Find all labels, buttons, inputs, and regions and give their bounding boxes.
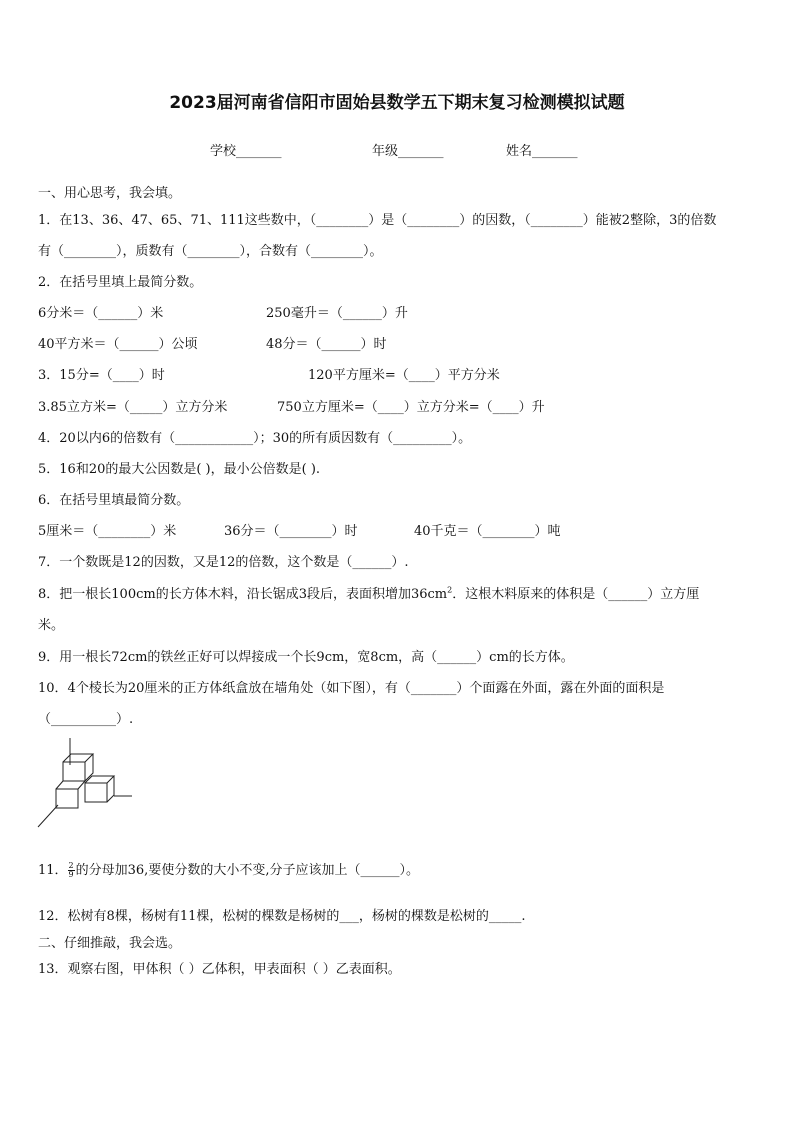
question-9: 9．用一根长72cm的铁丝正好可以焊接成一个长9cm，宽8cm，高（______）cm的长方体。 <box>38 650 574 665</box>
fraction-denominator: 9 <box>68 870 74 879</box>
question-11-prefix: 11． <box>38 863 68 878</box>
question-1-line-2: 有（________），质数有（________），合数有（________）。 <box>38 244 383 259</box>
question-7: 7．一个数既是12的因数，又是12的倍数，这个数是（______）. <box>38 555 409 570</box>
question-10-line-2: （__________）. <box>38 712 134 727</box>
name-field: 姓名_______ <box>506 144 578 159</box>
question-3-c: 3.85立方米=（_____）立方分米 <box>38 400 228 415</box>
question-8-line-1 <box>38 583 699 602</box>
question-2-c: 40平方米＝（______）公顷 <box>38 337 198 352</box>
question-6-a: 5厘米＝（________）米 <box>38 524 177 539</box>
question-11 <box>38 859 419 879</box>
question-8-part-2: ．这根木料原来的体积是（______）立方厘 <box>452 587 700 602</box>
stacked-cubes-figure <box>36 735 136 830</box>
fraction-numerator: 2 <box>68 861 74 870</box>
question-12: 12．松树有8棵，杨树有11棵，松树的棵数是杨树的___，杨树的棵数是松树的_____. <box>38 909 526 924</box>
bottom-right-cube <box>85 776 114 802</box>
question-2-a: 6分米＝（______）米 <box>38 306 164 321</box>
question-10-line-1: 10．4个棱长为20厘米的正方体纸盒放在墙角处（如下图），有（_______）个面露在外面，露在外面的面积是 <box>38 681 665 696</box>
question-11-text: 的分母加36,要使分数的大小不变,分子应该加上（______）。 <box>75 863 419 878</box>
question-8-part-1: 8．把一根长100cm的长方体木料，沿长锯成3段后，表面积增加36cm <box>38 587 448 602</box>
question-6-heading: 6．在括号里填最简分数。 <box>38 493 190 508</box>
question-2-heading: 2．在括号里填上最简分数。 <box>38 275 203 290</box>
top-cube <box>63 754 93 781</box>
section-2-heading: 二、仔细推敲，我会选。 <box>38 936 182 951</box>
question-3-b: 120平方厘米=（____）平方分米 <box>308 368 500 383</box>
question-1-line-1: 1．在13、36、47、65、71、111这些数中，（________）是（________）的因数，（________）能被2整除，3的倍数 <box>38 213 717 228</box>
grade-field: 年级_______ <box>372 144 444 159</box>
question-2-d: 48分＝（______）时 <box>266 337 387 352</box>
question-2-b: 250毫升＝（______）升 <box>266 306 408 321</box>
question-13: 13．观察右图，甲体积（ ）乙体积，甲表面积（ ）乙表面积。 <box>38 962 401 977</box>
question-5: 5．16和20的最大公因数是( )，最小公倍数是( ). <box>38 462 321 477</box>
fraction <box>68 862 75 879</box>
section-1-heading: 一、用心思考，我会填。 <box>38 186 182 201</box>
question-8-superscript: 2 <box>447 585 453 595</box>
question-6-c: 40千克＝（________）吨 <box>414 524 561 539</box>
page-title: 2023届河南省信阳市固始县数学五下期末复习检测模拟试题 <box>169 93 625 113</box>
floor-edge-diagonal <box>38 805 58 827</box>
question-4: 4．20以内6的倍数有（____________）；30的所有质因数有（_________）。 <box>38 431 472 446</box>
question-6-b: 36分＝（________）时 <box>224 524 358 539</box>
question-3-d: 750立方厘米=（____）立方分米=（____）升 <box>277 400 545 415</box>
question-3-a: 3．15分=（____）时 <box>38 368 165 383</box>
school-field: 学校_______ <box>210 144 282 159</box>
bottom-left-cube <box>56 781 85 808</box>
question-8-line-2: 米。 <box>38 618 65 633</box>
